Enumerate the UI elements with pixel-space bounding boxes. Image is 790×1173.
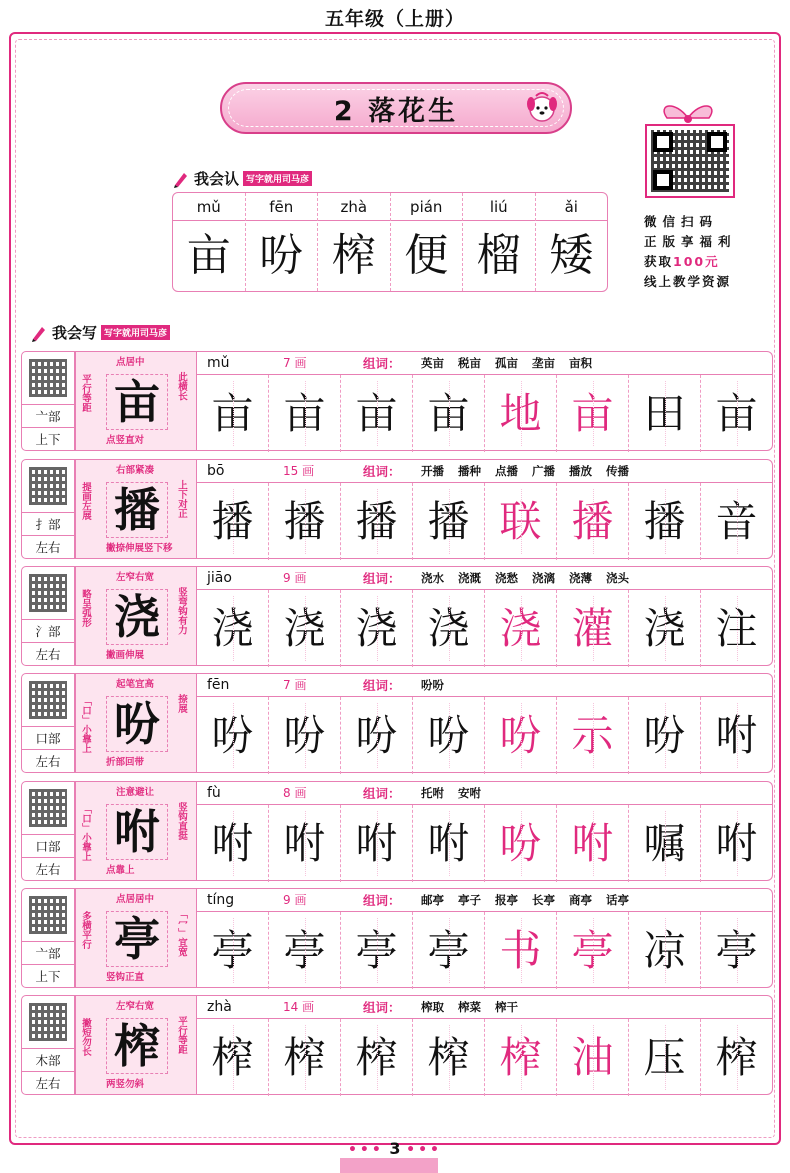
- promo-line-3: 获取100元: [644, 254, 720, 269]
- word-list: [421, 567, 629, 590]
- practice-cell: 浇: [341, 590, 413, 667]
- radical-structure: [21, 513, 75, 559]
- practice-cell: 亭: [197, 912, 269, 989]
- recognize-cell: fēn 吩: [246, 193, 319, 291]
- practice-cell: 吩: [341, 697, 413, 774]
- stroke-tip: 竖弯钩有力: [176, 587, 187, 635]
- char-info: [197, 889, 772, 912]
- practice-cell: 咐: [269, 805, 341, 882]
- stroke-tip: 略呈弧形: [80, 589, 91, 627]
- practice-cell: 亩: [269, 375, 341, 452]
- row-qr-code[interactable]: [21, 995, 75, 1049]
- practice-cell: 浇: [269, 590, 341, 667]
- practice-cell: 吩: [629, 697, 701, 774]
- practice-cell: 亩: [413, 375, 485, 452]
- recognize-cell: liú 榴: [463, 193, 536, 291]
- stroke-tip: 此横长: [176, 372, 187, 401]
- stroke-tip: 多横平行: [80, 911, 91, 949]
- stroke-count: 7 画: [283, 356, 307, 370]
- practice-cell: 吩: [413, 697, 485, 774]
- promo-amount: 100元: [673, 254, 720, 269]
- practice-grid: [197, 805, 772, 882]
- practice-cell: 吩: [485, 697, 557, 774]
- row-qr-code[interactable]: [21, 781, 75, 835]
- practice-cell: 榨: [197, 1019, 269, 1096]
- word-item: 点播: [495, 464, 518, 478]
- practice-cell: 咐: [413, 805, 485, 882]
- word-item: 邮亭: [421, 893, 444, 907]
- practice-cell: 播: [629, 483, 701, 560]
- structure: 左右: [35, 647, 61, 662]
- stroke-tip: 撇捺伸展竖下移: [106, 543, 173, 554]
- practice-cell: 咐: [341, 805, 413, 882]
- practice-cell: 亭: [557, 912, 629, 989]
- writing-row: [21, 459, 773, 559]
- radical: 亠部: [22, 942, 74, 965]
- zuci-label: 组词：: [363, 678, 401, 693]
- radical-structure: [21, 1049, 75, 1095]
- writing-tip-panel: [75, 459, 197, 559]
- stroke-tip: 右部紧凑: [116, 465, 155, 476]
- word-item: 广播: [532, 464, 555, 478]
- model-character: 榨: [106, 1018, 168, 1074]
- practice-cell: 田: [629, 375, 701, 452]
- stroke-count: 7 画: [283, 678, 307, 692]
- pinyin: fēn: [207, 677, 230, 693]
- zuci-label: 组词：: [363, 571, 401, 586]
- word-item: 浇头: [606, 571, 629, 585]
- zuci-label: 组词：: [363, 356, 401, 371]
- writing-tip-panel: [75, 995, 197, 1095]
- practice-cell: 亭: [269, 912, 341, 989]
- practice-cell: 咐: [701, 805, 772, 882]
- practice-cell: 吩: [485, 805, 557, 882]
- word-item: 播种: [458, 464, 481, 478]
- stroke-tip: 平行等距: [176, 1016, 187, 1054]
- word-item: 英亩: [421, 356, 444, 370]
- practice-cell: 播: [341, 483, 413, 560]
- stroke-tip: 提画左展: [80, 482, 91, 520]
- practice-grid: [197, 1019, 772, 1096]
- stroke-tip: 「冖」宜宽: [176, 909, 187, 957]
- model-character: 亭: [106, 911, 168, 967]
- page-footer: ••• 3 •••: [347, 1139, 442, 1158]
- zuci-label: 组词：: [363, 464, 401, 479]
- promo-line-1: 微信扫码: [644, 214, 719, 229]
- stroke-tip: 点竖直对: [106, 435, 145, 446]
- radical: 亠部: [22, 405, 74, 428]
- practice-cell: 亭: [701, 912, 772, 989]
- radical-structure: [21, 405, 75, 451]
- practice-cell: 油: [557, 1019, 629, 1096]
- practice-cell: 咐: [197, 805, 269, 882]
- practice-cell: 榨: [269, 1019, 341, 1096]
- word-item: 浇水: [421, 571, 444, 585]
- pinyin: fù: [207, 785, 221, 801]
- radical-structure: [21, 727, 75, 773]
- stroke-tip: 「口」小靠上: [80, 696, 91, 753]
- practice-cell: 注: [701, 590, 772, 667]
- word-item: 安咐: [458, 786, 481, 800]
- pen-icon: [172, 170, 190, 188]
- practice-cell: 榨: [701, 1019, 772, 1096]
- word-list: [421, 889, 629, 912]
- practice-cell: 浇: [629, 590, 701, 667]
- practice-grid: [197, 697, 772, 774]
- practice-cell: 亩: [197, 375, 269, 452]
- zuci-label: 组词：: [363, 893, 401, 908]
- stroke-tip: 平行等距: [80, 374, 91, 412]
- writing-tip-panel: [75, 673, 197, 773]
- recognize-cell: zhà 榨: [318, 193, 391, 291]
- practice-cell: 示: [557, 697, 629, 774]
- stroke-tip: 两竖勿斜: [106, 1079, 145, 1090]
- practice-area: [197, 351, 773, 451]
- zuci-label: 组词：: [363, 786, 401, 801]
- zuci-label: 组词：: [363, 1000, 401, 1015]
- word-list: [421, 674, 444, 697]
- model-character: 浇: [106, 589, 168, 645]
- writing-tip-panel: [75, 888, 197, 988]
- stroke-tip: 竖钩直挺: [176, 802, 187, 840]
- structure: 左右: [35, 540, 61, 555]
- practice-cell: 亩: [341, 375, 413, 452]
- practice-cell: 灌: [557, 590, 629, 667]
- practice-area: [197, 566, 773, 666]
- model-character: 亩: [106, 374, 168, 430]
- word-item: 浇愁: [495, 571, 518, 585]
- writing-tip-panel: [75, 351, 197, 451]
- model-character: 播: [106, 482, 168, 538]
- char-info: [197, 460, 772, 483]
- row-qr-code[interactable]: [21, 673, 75, 727]
- word-item: 孤亩: [495, 356, 518, 370]
- pinyin: bō: [207, 463, 225, 479]
- radical: 口部: [22, 835, 74, 858]
- write-section-label: 我会写 写字就用司马彦: [30, 322, 170, 343]
- word-item: 浇薄: [569, 571, 592, 585]
- char-info: [197, 352, 772, 375]
- word-item: 话亭: [606, 893, 629, 907]
- stroke-count: 15 画: [283, 464, 315, 478]
- puppy-mascot-icon: [522, 88, 562, 128]
- word-list: [421, 782, 481, 805]
- pinyin: jiāo: [207, 570, 232, 586]
- brand-tag: 写字就用司马彦: [243, 171, 312, 186]
- writing-row: [21, 781, 773, 881]
- practice-area: [197, 459, 773, 559]
- practice-cell: 嘱: [629, 805, 701, 882]
- practice-cell: 亩: [557, 375, 629, 452]
- stroke-tip: 折部回带: [106, 757, 145, 768]
- writing-tip-panel: [75, 781, 197, 881]
- stroke-count: 9 画: [283, 893, 307, 907]
- recognize-cell: mǔ 亩: [173, 193, 246, 291]
- word-item: 播放: [569, 464, 592, 478]
- brand-tag: 写字就用司马彦: [101, 325, 170, 340]
- stroke-tip: 捺展: [176, 694, 187, 713]
- stroke-tip: 上下对正: [176, 480, 187, 518]
- practice-cell: 浇: [197, 590, 269, 667]
- recognize-cell: pián 便: [391, 193, 464, 291]
- practice-cell: 榨: [413, 1019, 485, 1096]
- row-qr-code[interactable]: [21, 888, 75, 942]
- stroke-tip: 左窄右宽: [116, 572, 155, 583]
- stroke-tip: 注意避让: [116, 787, 155, 798]
- row-qr-code[interactable]: [21, 459, 75, 513]
- practice-cell: 榨: [341, 1019, 413, 1096]
- word-item: 开播: [421, 464, 444, 478]
- lesson-banner: [220, 82, 572, 134]
- word-item: 商亭: [569, 893, 592, 907]
- word-item: 税亩: [458, 356, 481, 370]
- word-list: [421, 460, 629, 483]
- structure: 上下: [35, 432, 61, 447]
- radical: 扌部: [22, 513, 74, 536]
- practice-area: [197, 995, 773, 1095]
- word-item: 亩积: [569, 356, 592, 370]
- practice-cell: 播: [269, 483, 341, 560]
- page-header: 五年级（上册）: [324, 8, 465, 30]
- char-info: [197, 782, 772, 805]
- stroke-tip: 竖钩正直: [106, 972, 145, 983]
- word-item: 榨干: [495, 1000, 518, 1014]
- stroke-count: 14 画: [283, 1000, 315, 1014]
- stroke-count: 8 画: [283, 786, 307, 800]
- word-item: 浇溉: [458, 571, 481, 585]
- radical-structure: [21, 835, 75, 881]
- word-item: 浇漓: [532, 571, 555, 585]
- practice-cell: 压: [629, 1019, 701, 1096]
- practice-grid: [197, 483, 772, 560]
- practice-area: [197, 781, 773, 881]
- radical-structure: [21, 942, 75, 988]
- word-item: 垄亩: [532, 356, 555, 370]
- word-list: [421, 352, 592, 375]
- radical: 口部: [22, 727, 74, 750]
- practice-grid: [197, 375, 772, 452]
- writing-tip-panel: [75, 566, 197, 666]
- radical: 木部: [22, 1049, 74, 1072]
- pen-icon: [30, 324, 48, 342]
- promo-line-2: 正版享福利: [644, 234, 737, 249]
- practice-cell: 凉: [629, 912, 701, 989]
- recognize-table: [172, 192, 608, 292]
- pinyin: zhà: [207, 999, 232, 1015]
- practice-cell: 吩: [269, 697, 341, 774]
- word-item: 托咐: [421, 786, 444, 800]
- word-item: 榨菜: [458, 1000, 481, 1014]
- practice-cell: 吩: [197, 697, 269, 774]
- recognize-section-label: 我会认 写字就用司马彦: [172, 168, 312, 189]
- practice-cell: 浇: [413, 590, 485, 667]
- practice-cell: 亩: [701, 375, 772, 452]
- practice-cell: 亭: [413, 912, 485, 989]
- char-info: [197, 996, 772, 1019]
- word-item: 长亭: [532, 893, 555, 907]
- word-item: 传播: [606, 464, 629, 478]
- word-item: 报亭: [495, 893, 518, 907]
- practice-cell: 亭: [341, 912, 413, 989]
- practice-cell: 播: [557, 483, 629, 560]
- stroke-tip: 撇短勿长: [80, 1018, 91, 1056]
- char-info: [197, 567, 772, 590]
- structure: 左右: [35, 1076, 61, 1091]
- word-item: 榨取: [421, 1000, 444, 1014]
- structure: 左右: [35, 754, 61, 769]
- model-character: 咐: [106, 804, 168, 860]
- practice-cell: 咐: [557, 805, 629, 882]
- lesson-title: 2 落花生: [333, 95, 459, 127]
- practice-cell: 地: [485, 375, 557, 452]
- practice-cell: 咐: [701, 697, 772, 774]
- practice-cell: 音: [701, 483, 772, 560]
- practice-cell: 书: [485, 912, 557, 989]
- writing-row: [21, 566, 773, 666]
- practice-area: [197, 673, 773, 773]
- stroke-tip: 点居中: [116, 357, 145, 368]
- pinyin: tíng: [207, 892, 235, 908]
- structure: 左右: [35, 862, 61, 877]
- recognize-cell: ǎi 矮: [536, 193, 608, 291]
- stroke-tip: 点靠上: [106, 865, 135, 876]
- practice-area: [197, 888, 773, 988]
- page-number: 3: [389, 1139, 401, 1158]
- practice-cell: 播: [197, 483, 269, 560]
- practice-grid: [197, 590, 772, 667]
- footer-bar: [340, 1158, 438, 1173]
- structure: 上下: [35, 969, 61, 984]
- writing-row: [21, 673, 773, 773]
- word-item: 吩吩: [421, 678, 444, 692]
- stroke-tip: 点居居中: [116, 894, 155, 905]
- row-qr-code[interactable]: [21, 351, 75, 405]
- word-item: 亭子: [458, 893, 481, 907]
- word-list: [421, 996, 518, 1019]
- promo-line-4: 线上教学资源: [644, 274, 732, 289]
- stroke-tip: 「口」小靠上: [80, 804, 91, 861]
- writing-row: [21, 995, 773, 1095]
- writing-row: [21, 351, 773, 451]
- practice-cell: 播: [413, 483, 485, 560]
- char-info: [197, 674, 772, 697]
- radical-structure: [21, 620, 75, 666]
- radical: 氵部: [22, 620, 74, 643]
- stroke-tip: 起笔宜高: [116, 679, 155, 690]
- model-character: 吩: [106, 696, 168, 752]
- stroke-tip: 左窄右宽: [116, 1001, 155, 1012]
- pinyin: mǔ: [207, 355, 230, 371]
- practice-cell: 榨: [485, 1019, 557, 1096]
- stroke-tip: 撇画伸展: [106, 650, 145, 661]
- wechat-qr-code[interactable]: [645, 124, 735, 198]
- stroke-count: 9 画: [283, 571, 307, 585]
- practice-grid: [197, 912, 772, 989]
- practice-cell: 联: [485, 483, 557, 560]
- practice-cell: 浇: [485, 590, 557, 667]
- row-qr-code[interactable]: [21, 566, 75, 620]
- writing-row: [21, 888, 773, 988]
- promo-text: [644, 212, 744, 292]
